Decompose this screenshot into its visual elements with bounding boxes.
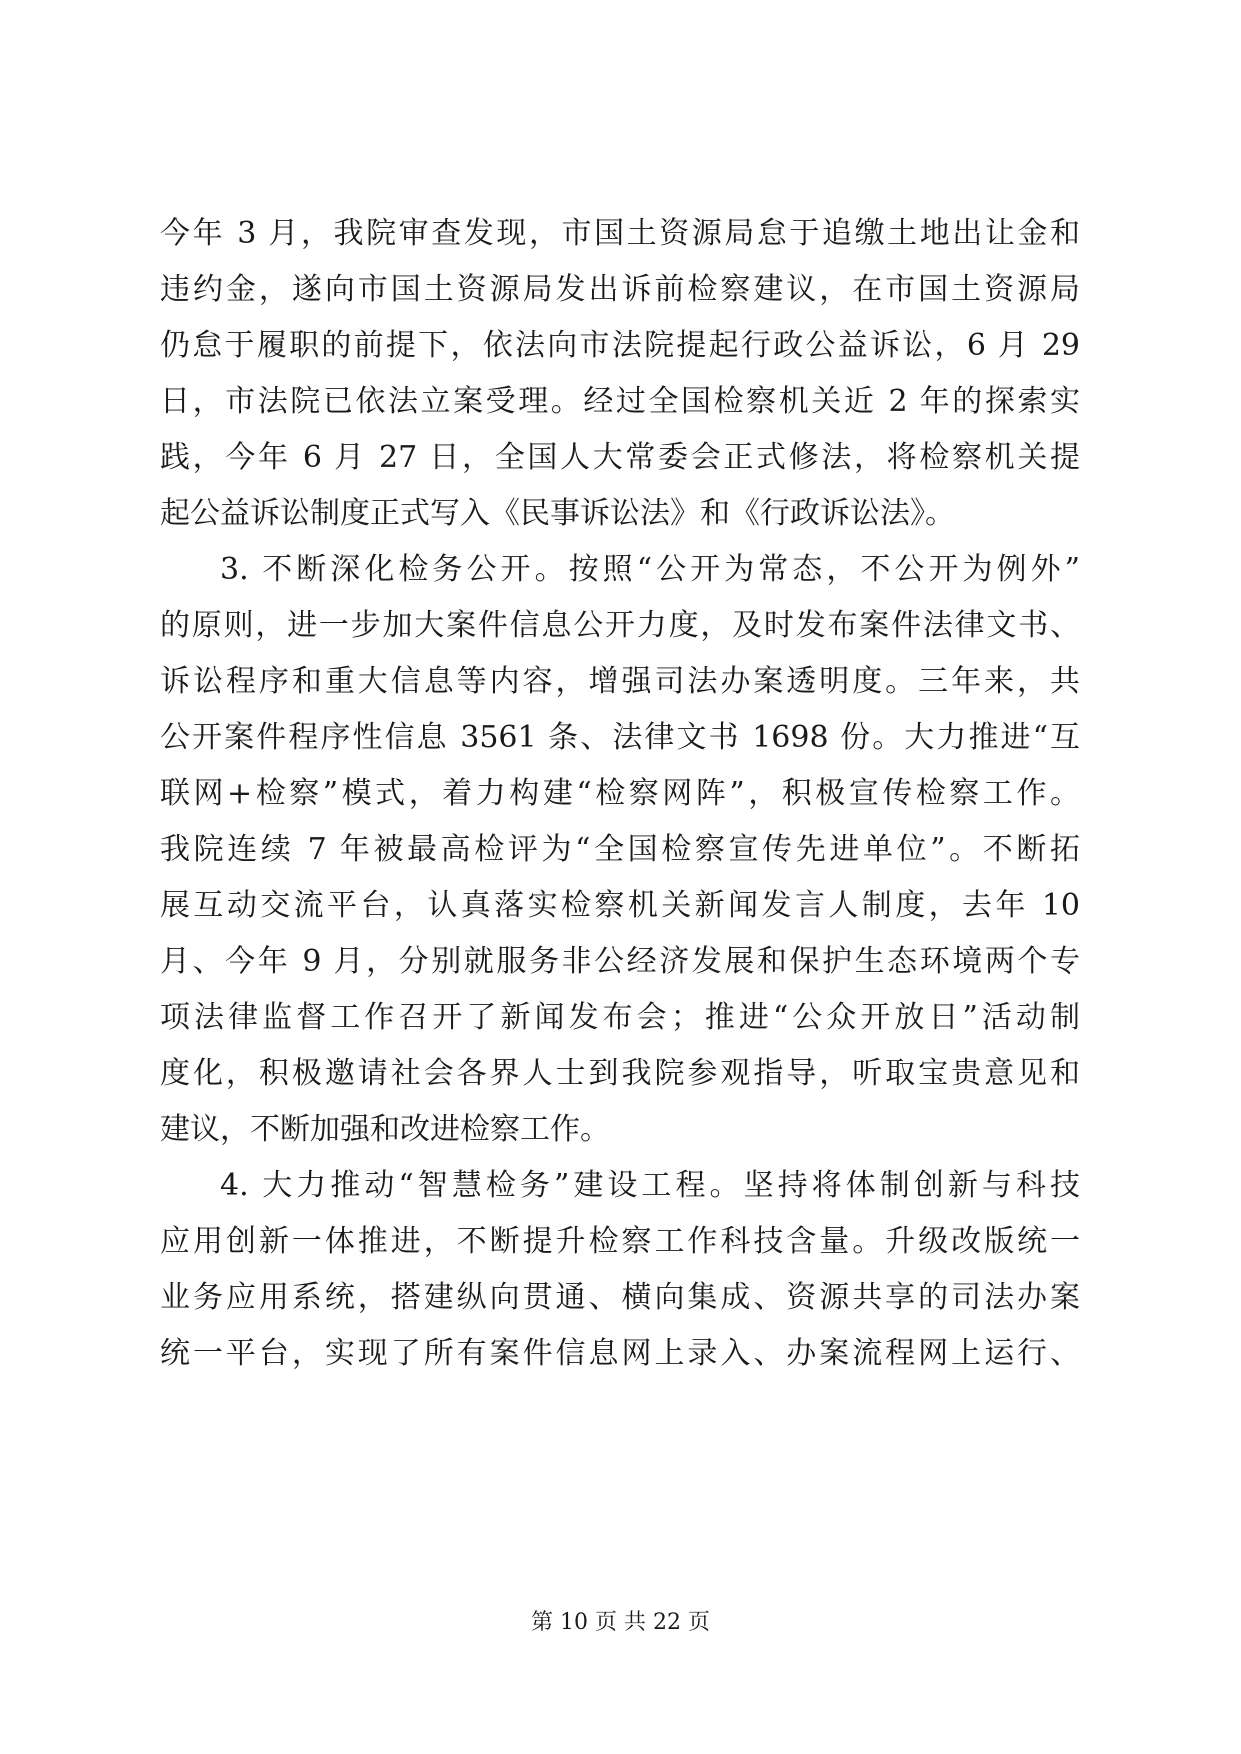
text-line-15: 项法律监督工作召开了新闻发布会；推进“公众开放日”活动制 [160, 1000, 1080, 1035]
text-line-4: 日，市法院已依法立案受理。经过全国检察机关近 2 年的探索实 [160, 384, 1080, 419]
text-line-1: 今年 3 月，我院审查发现，市国土资源局怠于追缴土地出让金和 [160, 216, 1080, 251]
text-line-2: 违约金，遂向市国土资源局发出诉前检察建议，在市国土资源局 [160, 272, 1080, 307]
text-line-12: 我院连续 7 年被最高检评为“全国检察宣传先进单位”。不断拓 [160, 832, 1080, 867]
text-line-13: 展互动交流平台，认真落实检察机关新闻发言人制度，去年 10 [160, 888, 1080, 923]
paragraph-4-heading-line: 4. 大力推动“智慧检务”建设工程。坚持将体制创新与科技 [220, 1168, 1080, 1203]
text-line-11: 联网+检察”模式，着力构建“检察网阵”，积极宣传检察工作。 [160, 776, 1080, 811]
paragraph-3-heading-line: 3. 不断深化检务公开。按照“公开为常态，不公开为例外” [220, 552, 1080, 587]
page-number-footer: 第 10 页 共 22 页 [531, 1610, 710, 1635]
text-line-8: 的原则，进一步加大案件信息公开力度，及时发布案件法律文书、 [160, 608, 1080, 643]
text-line-20: 业务应用系统，搭建纵向贯通、横向集成、资源共享的司法办案 [160, 1280, 1080, 1315]
text-line-10: 公开案件程序性信息 3561 条、法律文书 1698 份。大力推进“互 [160, 720, 1080, 755]
text-line-19: 应用创新一体推进，不断提升检察工作科技含量。升级改版统一 [160, 1224, 1080, 1259]
text-line-17: 建议，不断加强和改进检察工作。 [160, 1112, 610, 1147]
text-line-16: 度化，积极邀请社会各界人士到我院参观指导，听取宝贵意见和 [160, 1056, 1080, 1091]
text-line-6: 起公益诉讼制度正式写入《民事诉讼法》和《行政诉讼法》。 [160, 496, 955, 531]
text-line-3: 仍怠于履职的前提下，依法向市法院提起行政公益诉讼，6 月 29 [160, 328, 1080, 363]
text-line-5: 践，今年 6 月 27 日，全国人大常委会正式修法，将检察机关提 [160, 440, 1080, 475]
text-line-21: 统一平台，实现了所有案件信息网上录入、办案流程网上运行、 [160, 1336, 1080, 1371]
text-line-14: 月、今年 9 月，分别就服务非公经济发展和保护生态环境两个专 [160, 944, 1080, 979]
text-line-9: 诉讼程序和重大信息等内容，增强司法办案透明度。三年来，共 [160, 664, 1080, 699]
